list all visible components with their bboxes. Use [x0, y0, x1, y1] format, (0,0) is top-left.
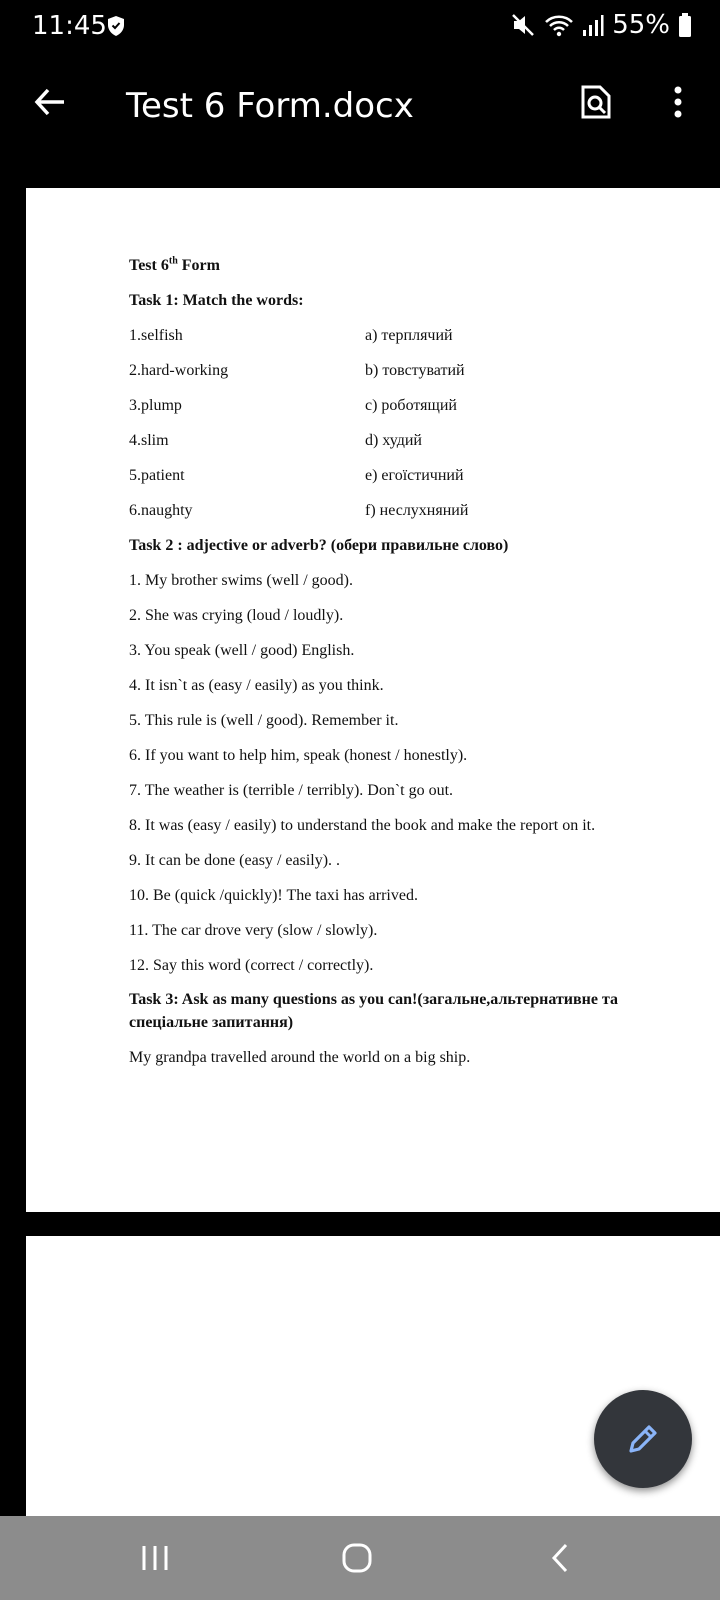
match-right: e) егоїстичний	[365, 467, 464, 484]
recent-apps-button[interactable]	[125, 1534, 185, 1582]
doc-title	[129, 256, 220, 275]
exercise-item: 11. The car drove very (slow / slowly).	[129, 922, 378, 939]
battery-percent: 55%	[612, 10, 670, 40]
exercise-item: 3. You speak (well / good) English.	[129, 642, 355, 659]
document-page-1	[26, 188, 720, 1212]
exercise-item: 6. If you want to help him, speak (honest / honestly).	[129, 747, 468, 764]
status-bar	[0, 0, 720, 54]
match-row	[129, 466, 464, 485]
match-right: c) роботящий	[365, 397, 457, 414]
exercise-item: 9. It can be done (easy / easily). .	[129, 852, 341, 869]
exercise-item: 2. She was crying (loud / loudly).	[129, 607, 344, 624]
match-left: 4.slim	[129, 432, 169, 449]
match-left: 5.patient	[129, 467, 185, 484]
status-time: 11:45	[32, 11, 107, 41]
match-row	[129, 326, 453, 345]
match-left: 6.naughty	[129, 502, 193, 519]
match-right: b) товстуватий	[365, 362, 465, 379]
wifi-icon	[544, 12, 574, 38]
match-row	[129, 431, 422, 450]
recent-apps-icon	[140, 1543, 170, 1573]
match-right: d) худий	[365, 432, 422, 449]
task3-heading: Task 3: Ask as many questions as you can!(загальне,альтернативне та	[129, 991, 619, 1008]
status-icons	[510, 10, 692, 40]
home-button[interactable]	[327, 1534, 387, 1582]
find-in-page-icon	[580, 84, 612, 120]
task1-heading: Task 1: Match the words:	[129, 292, 304, 309]
document-page-2	[26, 1236, 720, 1536]
mute-icon	[510, 12, 536, 38]
navigation-bar	[0, 1516, 720, 1600]
doc-title-sup: th	[168, 255, 178, 267]
find-in-page-button[interactable]	[570, 76, 622, 128]
app-bar	[0, 54, 720, 188]
exercise-item: 4. It isn`t as (easy / easily) as you think.	[129, 677, 384, 694]
document-viewer[interactable]	[0, 188, 720, 1516]
edit-button[interactable]	[594, 1390, 692, 1488]
more-options-button[interactable]	[654, 76, 702, 128]
shield-icon	[106, 15, 126, 37]
match-left: 1.selfish	[129, 327, 183, 344]
home-icon	[341, 1542, 373, 1574]
exercise-item: 1. My brother swims (well / good).	[129, 572, 353, 589]
exercise-item: 10. Be (quick /quickly)! The taxi has arrived.	[129, 887, 418, 904]
match-row	[129, 361, 465, 380]
more-vert-icon	[673, 85, 683, 119]
exercise-item: 7. The weather is (terrible / terribly). Don`t go out.	[129, 782, 454, 799]
pencil-icon	[625, 1421, 661, 1457]
match-right: a) терплячий	[365, 327, 453, 344]
task3-sentence: My grandpa travelled around the world on a big ship.	[129, 1049, 471, 1066]
match-left: 2.hard-working	[129, 362, 229, 379]
match-left: 3.plump	[129, 397, 182, 414]
task3-heading-continued: спеціальне запитання)	[129, 1014, 294, 1031]
battery-icon	[678, 12, 692, 38]
doc-title-main: Test 6	[129, 257, 169, 274]
match-row	[129, 396, 457, 415]
back-nav-icon	[549, 1542, 571, 1574]
doc-title-suffix: Form	[177, 257, 220, 274]
back-button[interactable]	[24, 76, 76, 128]
exercise-item: 12. Say this word (correct / correctly).	[129, 957, 374, 974]
document-title: Test 6 Form.docx	[126, 86, 414, 126]
task2-heading: Task 2 : adjective or adverb? (обери правильне слово)	[129, 537, 509, 554]
exercise-item: 8. It was (easy / easily) to understand the book and make the report on it.	[129, 817, 596, 834]
exercise-item: 5. This rule is (well / good). Remember it.	[129, 712, 399, 729]
match-right: f) неслухняний	[365, 502, 469, 519]
match-row	[129, 501, 469, 520]
back-nav-button[interactable]	[530, 1534, 590, 1582]
arrow-left-icon	[33, 87, 67, 117]
signal-icon	[582, 12, 604, 38]
